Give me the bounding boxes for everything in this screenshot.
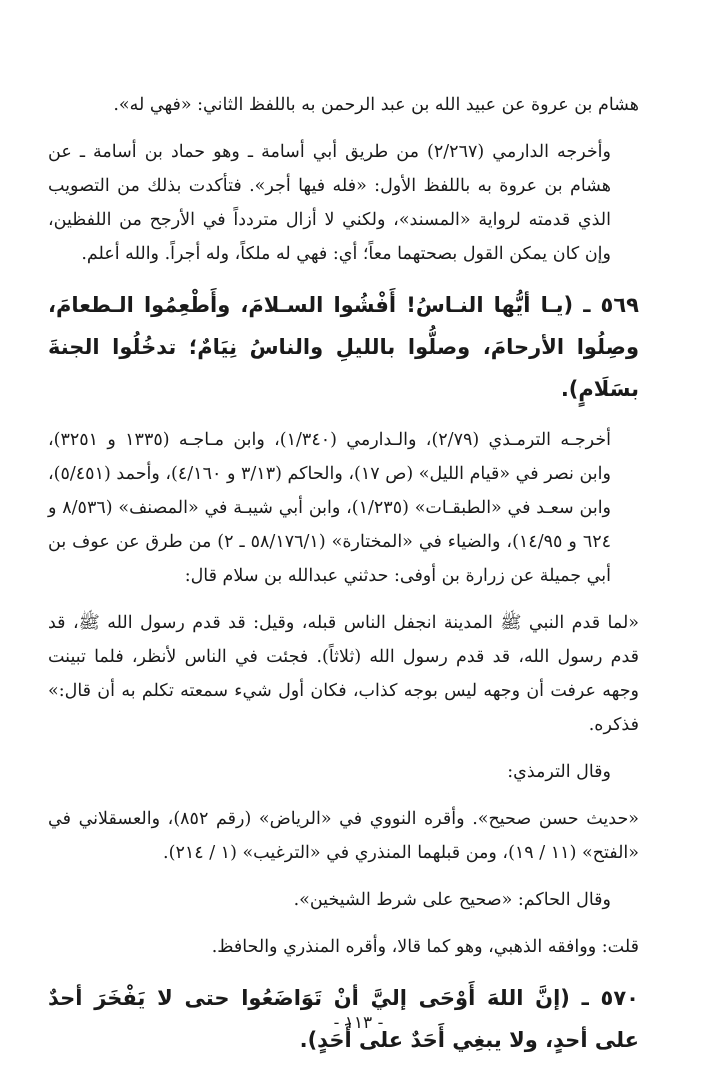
paragraph-tirmidhi-said: وقال الترمذي:	[507, 762, 611, 782]
page-number: - ١١٣ -	[333, 1013, 384, 1033]
paragraph-takhrij-569: أخرجـه الترمـذي (٢/٧٩)، والـدارمي (١/٣٤٠)، وابن مـاجـه (١٣٣٥ و ٣٢٥١)، وابن نصر في «قيام الليل» (ص ١٧)، والحاكم (٣/١٣ و ٤/١٦٠)، وأحمد (٥/٤٥١)، وابن سعـد في «الطبقـات» (١/٢٣٥)، وابن أبي شيبـة في «المصنف» (٨/٥٣٦ و ٦٢٤ و ١٤/٩٥)، والضياء في «المختارة» (٥٨/١٧٦/١ ـ ٢) من طرق عن عوف بن أبي جميلة عن زرارة بن أوفى: حدثني عبدالله بن سلام قال:	[48, 430, 612, 586]
paragraph-continuation: هشام بن عروة عن عبيد الله بن عبد الرحمن به باللفظ الثاني: «فهي له».	[113, 95, 639, 115]
paragraph-quote-ibn-salam: «لما قدم النبي ﷺ المدينة انجفل الناس قبله، وقيل: قد قدم رسول الله ﷺ، قد قدم رسول الله، قد قدم رسول الله (ثلاثاً). فجئت في الناس لأنظر، فلما تبينت وجهه عرفت أن وجهه ليس بوجه كذاب، فكان أول شيء سمعته تكلم به أن قال:» فذكره.	[48, 613, 639, 735]
paragraph-author-comment: قلت: ووافقه الذهبي، وهو كما قالا، وأقره المنذري والحافظ.	[211, 937, 639, 957]
paragraph-tirmidhi-grading: «حديث حسن صحيح». وأقره النووي في «الرياض» (رقم ٨٥٢)، والعسقلاني في «الفتح» (١١ / ١٩)، ومن قبلهما المنذري في «الترغيب» (١ / ٢١٤).	[48, 809, 639, 863]
hadith-569-text: ٥٦٩ ـ (يـا أيُّها النـاسُ! أَفْشُوا السـلامَ، وأَطْعِمُوا الـطعامَ، وصِلُوا الأرحامَ، وصلُّوا بالليلِ والناسُ نِيَامٌ؛ تدخُلُوا الجنةَ بسَلَامٍ).	[48, 293, 639, 401]
hadith-570-text: ٥٧٠ ـ (إنَّ اللهَ أَوْحَى إليَّ أنْ تَوَاضَعُوا حتى لا يَفْخَرَ أحدٌ على أحدٍ، ولا يبغِي أَحَدٌ على أَحَدٍ).	[48, 986, 639, 1052]
paragraph-hakim-said: وقال الحاكم: «صحيح على شرط الشيخين».	[293, 890, 611, 910]
paragraph-darimi: وأخرجه الدارمي (٢/٢٦٧) من طريق أبي أسامة ـ وهو حماد بن أسامة ـ عن هشام بن عروة به باللفظ الأول: «فله فيها أجر». فتأكدت بذلك من التصويب الذي قدمته لرواية «المسند»، ولكني لا أزال متردداً في الأرجح من اللفظين، وإن كان يمكن القول بصحتهما معاً؛ أي: فهي له ملكاً، وله أجراً. والله أعلم.	[48, 142, 611, 264]
